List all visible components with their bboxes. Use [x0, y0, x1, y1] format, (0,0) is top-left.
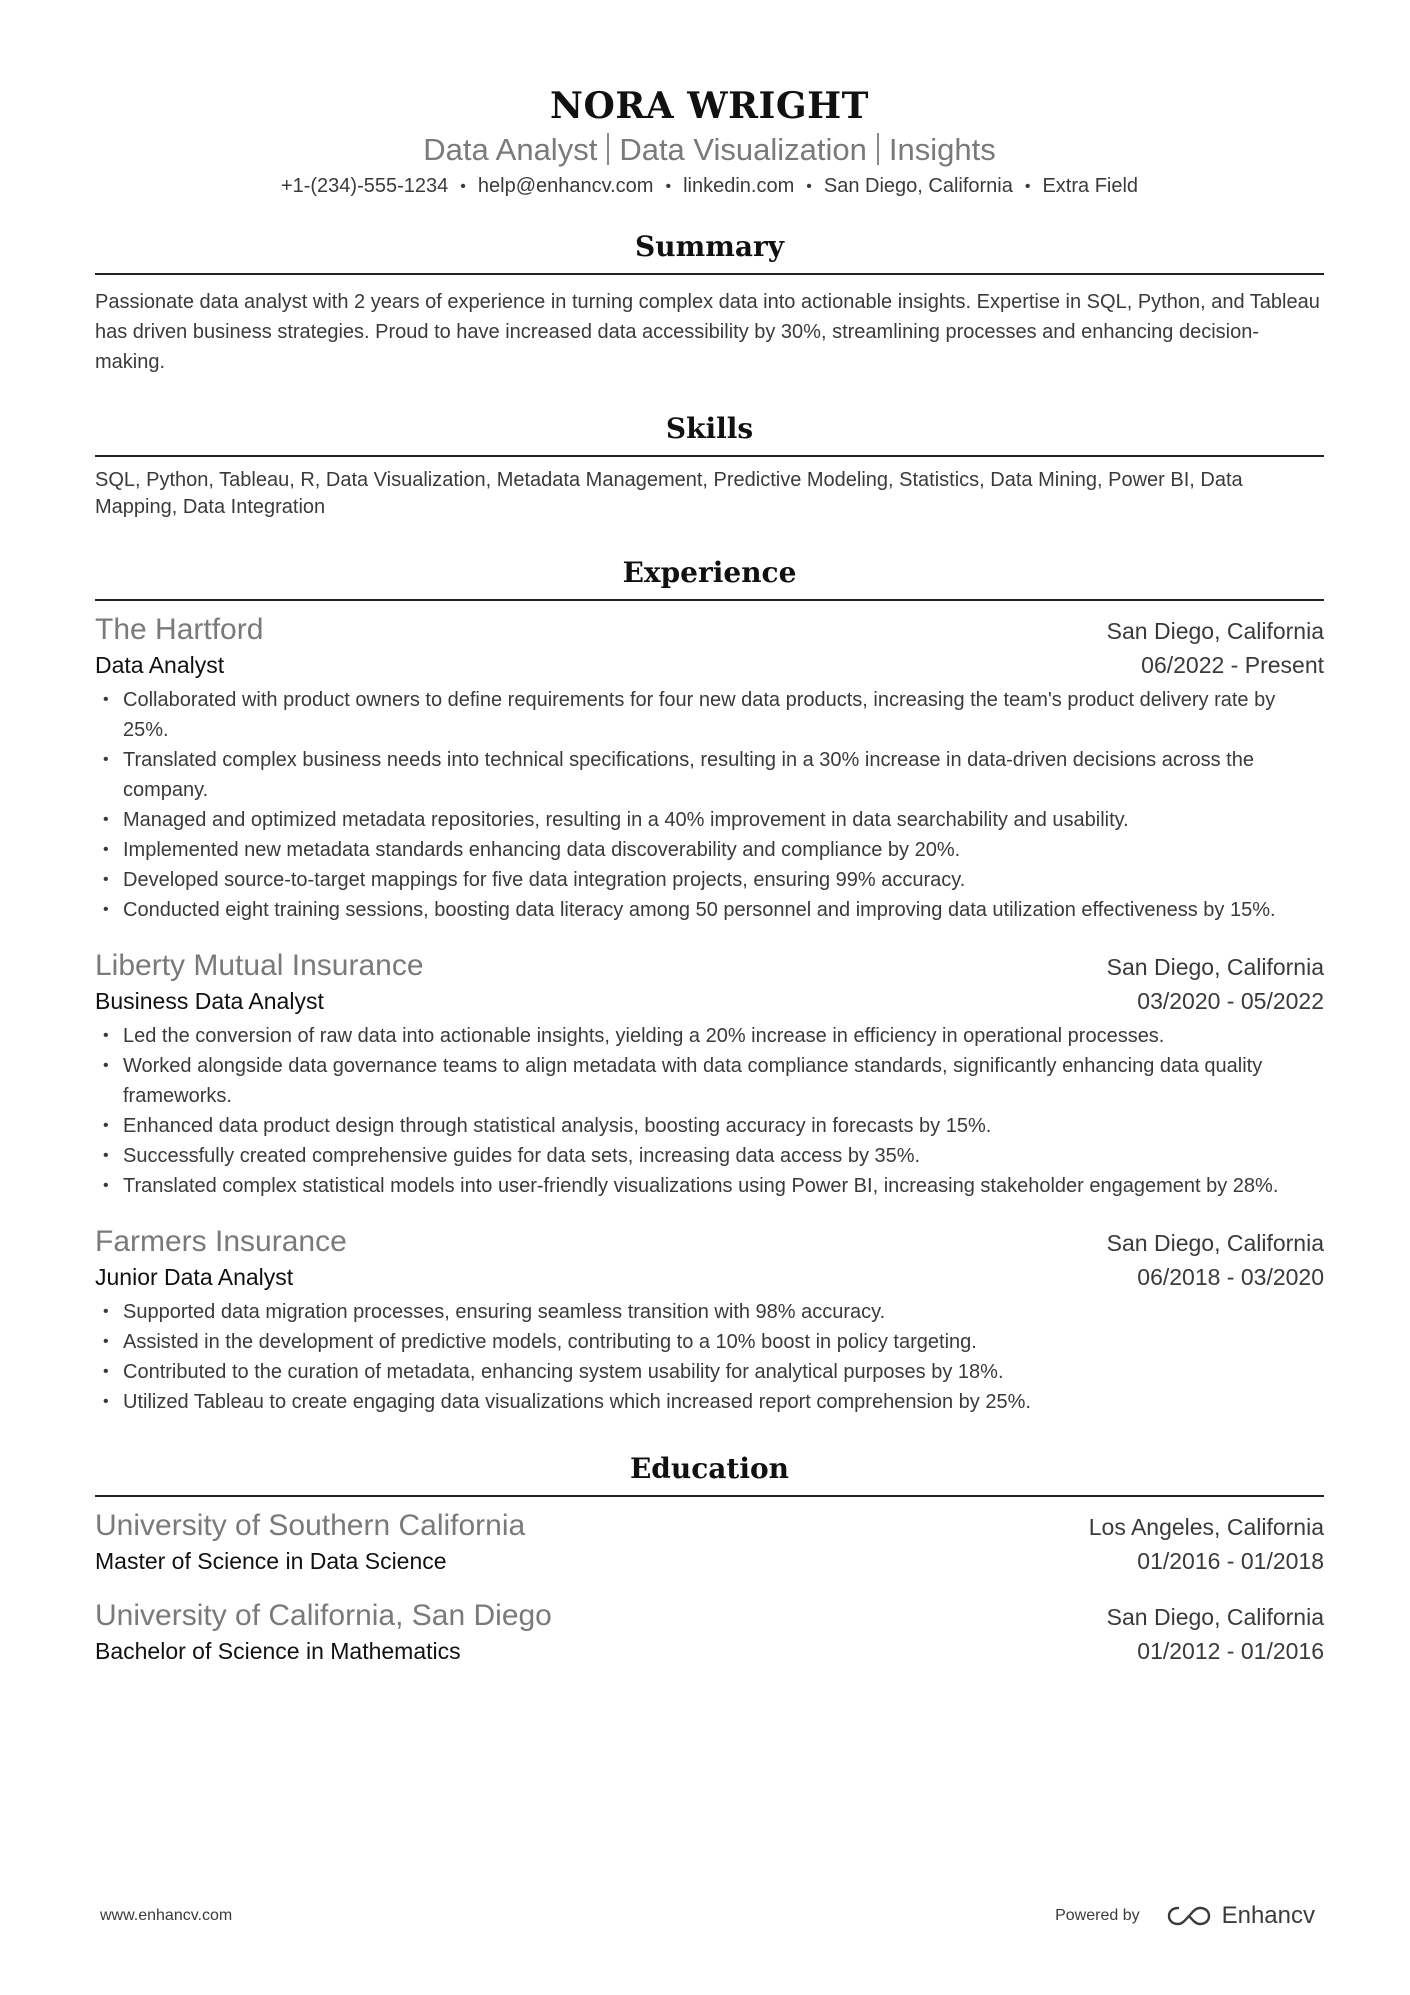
bullet-icon: •: [103, 691, 109, 708]
bullet-text: Successfully created comprehensive guides for data sets, increasing data access by 35%.: [123, 1145, 921, 1167]
section-heading: Skills: [95, 411, 1324, 457]
entry-location: San Diego, California: [1106, 954, 1324, 980]
entry-subheader: [95, 649, 1324, 681]
bullet-text: Implemented new metadata standards enhancing data discoverability and compliance by 20%.: [123, 839, 961, 861]
powered-by-label: Powered by: [1055, 1907, 1140, 1924]
headline-title: Data Visualization: [619, 132, 867, 167]
list-item: [95, 685, 1324, 745]
section-heading: Summary: [95, 229, 1324, 275]
entry-header: [95, 611, 1324, 649]
entry-dates: 01/2016 - 01/2018: [1137, 1548, 1324, 1574]
list-item: [95, 835, 1324, 865]
entry-header: [95, 1507, 1324, 1545]
bullet-icon: •: [103, 1117, 109, 1134]
entry-location: San Diego, California: [1106, 1230, 1324, 1256]
list-item: [95, 865, 1324, 895]
experience-entry: [95, 947, 1324, 1201]
bullet-text: Conducted eight training sessions, boosting data literacy among 50 personnel and improving data utilization effectiveness by 15%.: [123, 899, 1276, 921]
entry-dates: 06/2018 - 03/2020: [1137, 1264, 1324, 1290]
experience-entry: [95, 1223, 1324, 1417]
school-name: University of California, San Diego: [95, 1599, 552, 1632]
bullet-icon: •: [103, 1057, 109, 1074]
bullet-text: Contributed to the curation of metadata, enhancing system usability for analytical purposes by 18%.: [123, 1361, 1004, 1383]
entry-subheader: [95, 1545, 1324, 1577]
achievement-list: [95, 1297, 1324, 1417]
list-item: [95, 805, 1324, 835]
bullet-icon: •: [103, 1393, 109, 1410]
job-title: Junior Data Analyst: [95, 1264, 294, 1290]
headline: [95, 130, 1324, 170]
entry-location: Los Angeles, California: [1088, 1514, 1324, 1540]
education-entry: [95, 1507, 1324, 1577]
candidate-name: NORA WRIGHT: [550, 85, 869, 127]
company-name: The Hartford: [95, 613, 264, 646]
job-title: Data Analyst: [95, 652, 225, 678]
entry-location: San Diego, California: [1106, 1604, 1324, 1630]
bullet-icon: •: [103, 1027, 109, 1044]
achievement-list: [95, 685, 1324, 925]
phone[interactable]: +1-(234)-555-1234: [280, 175, 449, 197]
bullet-text: Worked alongside data governance teams to align metadata with data compliance standards, significantly enhancing data quality frameworks.: [123, 1055, 1263, 1107]
list-item: [95, 1387, 1324, 1417]
degree: Master of Science in Data Science: [95, 1548, 447, 1574]
website-link[interactable]: www.enhancv.com: [100, 1907, 233, 1924]
bullet-separator: •: [460, 178, 466, 195]
bullet-icon: •: [103, 841, 109, 858]
headline-title: Data Analyst: [423, 132, 598, 167]
bullet-icon: •: [103, 811, 109, 828]
location: San Diego, California: [823, 175, 1013, 197]
list-item: [95, 895, 1324, 925]
company-name: Liberty Mutual Insurance: [95, 949, 424, 982]
brand-logo[interactable]: [1166, 1902, 1315, 1930]
brand-name: Enhancv: [1221, 1902, 1315, 1929]
section-heading: Education: [95, 1451, 1324, 1497]
list-item: [95, 1297, 1324, 1327]
entry-header: [95, 1223, 1324, 1261]
resume-page: [95, 0, 1324, 1667]
experience-entry: [95, 611, 1324, 925]
headline-separator: [877, 133, 879, 165]
list-item: [95, 1051, 1324, 1111]
bullet-text: Translated complex business needs into technical specifications, resulting in a 30% increase in data-driven decisions across the company.: [123, 749, 1254, 801]
entry-subheader: [95, 985, 1324, 1017]
degree: Bachelor of Science in Mathematics: [95, 1638, 461, 1664]
page-footer: [100, 1902, 1315, 1930]
bullet-text: Enhanced data product design through statistical analysis, boosting accuracy in forecasts by 15%.: [123, 1115, 992, 1137]
entry-header: [95, 947, 1324, 985]
section-heading: Experience: [95, 555, 1324, 601]
entry-subheader: [95, 1635, 1324, 1667]
skills-text: SQL, Python, Tableau, R, Data Visualization, Metadata Management, Predictive Modeling, Statistics, Data Mining, Power BI, Data Mapping, Data Integration: [95, 469, 1243, 518]
education-entry: [95, 1597, 1324, 1667]
entry-dates: 06/2022 - Present: [1141, 652, 1324, 678]
bullet-icon: •: [103, 751, 109, 768]
bullet-icon: •: [103, 1177, 109, 1194]
bullet-icon: •: [103, 901, 109, 918]
entry-dates: 01/2012 - 01/2016: [1137, 1638, 1324, 1664]
bullet-icon: •: [103, 1303, 109, 1320]
summary-section: [95, 229, 1324, 377]
bullet-text: Managed and optimized metadata repositories, resulting in a 40% improvement in data searchability and usability.: [123, 809, 1129, 831]
entry-dates: 03/2020 - 05/2022: [1137, 988, 1324, 1014]
list-item: [95, 1141, 1324, 1171]
bullet-text: Translated complex statistical models into user-friendly visualizations using Power BI, increasing stakeholder engagement by 28%.: [123, 1175, 1279, 1197]
bullet-text: Developed source-to-target mappings for five data integration projects, ensuring 99% accuracy.: [123, 869, 966, 891]
contact-info: [95, 172, 1324, 201]
list-item: [95, 745, 1324, 805]
list-item: [95, 1327, 1324, 1357]
list-item: [95, 1357, 1324, 1387]
bullet-text: Assisted in the development of predictive models, contributing to a 10% boost in policy targeting.: [123, 1331, 977, 1353]
entry-location: San Diego, California: [1106, 618, 1324, 644]
resume-header: [95, 0, 1324, 201]
job-title: Business Data Analyst: [95, 988, 324, 1014]
linkedin-link[interactable]: linkedin.com: [683, 175, 795, 197]
company-name: Farmers Insurance: [95, 1225, 347, 1258]
bullet-icon: •: [103, 1333, 109, 1350]
bullet-text: Collaborated with product owners to define requirements for four new data products, increasing the team's product delivery rate by 25%.: [123, 689, 1276, 741]
list-item: [95, 1171, 1324, 1201]
experience-section: [95, 555, 1324, 1417]
bullet-text: Supported data migration processes, ensuring seamless transition with 98% accuracy.: [123, 1301, 886, 1323]
entry-subheader: [95, 1261, 1324, 1293]
bullet-icon: •: [103, 871, 109, 888]
headline-title: Insights: [888, 132, 996, 167]
list-item: [95, 1111, 1324, 1141]
bullet-text: Led the conversion of raw data into actionable insights, yielding a 20% increase in efficiency in operational processes.: [123, 1025, 1165, 1047]
entry-header: [95, 1597, 1324, 1635]
list-item: [95, 1021, 1324, 1051]
school-name: University of Southern California: [95, 1509, 526, 1542]
bullet-text: Utilized Tableau to create engaging data visualizations which increased report comprehension by 25%.: [123, 1391, 1031, 1413]
bullet-icon: •: [103, 1147, 109, 1164]
summary-text: Passionate data analyst with 2 years of experience in turning complex data into actionable insights. Expertise in SQL, Python, and Tableau has driven business strategies. Proud to have increased data accessibility by 30%, streamlining processes and enhancing decision-making.: [95, 291, 1320, 373]
enhancv-logo-icon: [1166, 1904, 1212, 1928]
bullet-separator: •: [665, 178, 672, 195]
bullet-separator: •: [806, 178, 812, 195]
headline-separator: [607, 133, 609, 165]
powered-by: [1055, 1902, 1315, 1930]
skills-section: [95, 411, 1324, 521]
education-section: [95, 1451, 1324, 1667]
email[interactable]: help@enhancv.com: [477, 175, 654, 197]
bullet-icon: •: [103, 1363, 109, 1380]
extra-field: Extra Field: [1042, 175, 1139, 197]
achievement-list: [95, 1021, 1324, 1201]
bullet-separator: •: [1024, 178, 1031, 195]
